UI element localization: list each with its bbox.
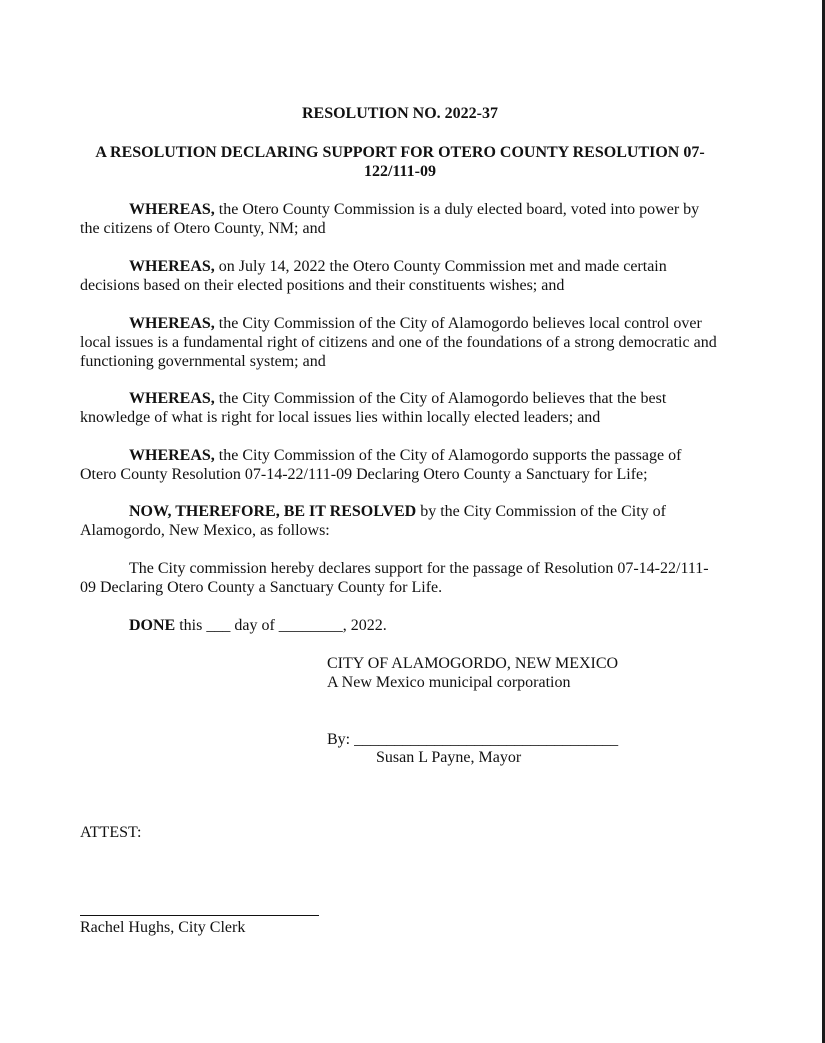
resolved-paragraph (80, 502, 720, 540)
clerk-signature-line (80, 915, 319, 916)
resolved-text: by the City Commission of the City of Alamogordo, New Mexico, as follows: (80, 503, 666, 539)
resolution-number: RESOLUTION NO. 2022-37 (301, 105, 499, 122)
whereas-text: the City Commission of the City of Alamogordo believes local control over local issues is a fundamental right of citizens and one of the foundations of a strong democratic and functioning governmental system; and (80, 315, 717, 370)
whereas-text: the City Commission of the City of Alamogordo believes that the best knowledge of what is right for local issues lies within locally elected leaders; and (80, 390, 667, 426)
whereas-text: on July 14, 2022 the Otero County Commission met and made certain decisions based on their elected positions and their constituents wishes; and (80, 258, 667, 294)
whereas-label: WHEREAS, (129, 258, 215, 275)
whereas-label: WHEREAS, (129, 390, 215, 407)
signer-name: Susan L Payne, Mayor (376, 749, 522, 766)
signature-entity: CITY OF ALAMOGORDO, NEW MEXICO (327, 655, 619, 672)
whereas-label: WHEREAS, (129, 447, 215, 464)
whereas-label: WHEREAS, (129, 201, 215, 218)
done-text: this ___ day of ________, 2022. (175, 617, 387, 634)
clerk-name: Rachel Hughs, City Clerk (80, 919, 246, 936)
done-paragraph (80, 616, 720, 635)
whereas-paragraph-2 (80, 257, 720, 295)
whereas-text: the City Commission of the City of Alamogordo supports the passage of Otero County Resolution 07-14-22/111-09 Declaring Otero County a Sanctuary for Life; (80, 447, 682, 483)
whereas-label: WHEREAS, (129, 315, 215, 332)
signature-by-line: By: _________________________________ (327, 731, 619, 748)
done-label: DONE (129, 617, 176, 634)
whereas-paragraph-5 (80, 446, 720, 484)
declaration-paragraph: The City commission hereby declares support for the passage of Resolution 07-14-22/111-09 Declaring Otero County a Sanctuary County for Life. (80, 560, 709, 596)
signature-entity-type: A New Mexico municipal corporation (327, 674, 571, 691)
whereas-text: the Otero County Commission is a duly elected board, voted into power by the citizens of Otero County, NM; and (80, 201, 700, 237)
resolved-label: NOW, THEREFORE, BE IT RESOLVED (129, 503, 417, 520)
whereas-paragraph-4 (80, 389, 720, 427)
resolution-title: A RESOLUTION DECLARING SUPPORT FOR OTERO COUNTY RESOLUTION 07-122/111-09 (95, 144, 705, 180)
whereas-paragraph-1 (80, 200, 720, 238)
whereas-paragraph-3 (80, 314, 720, 371)
attest-label: ATTEST: (80, 824, 142, 841)
